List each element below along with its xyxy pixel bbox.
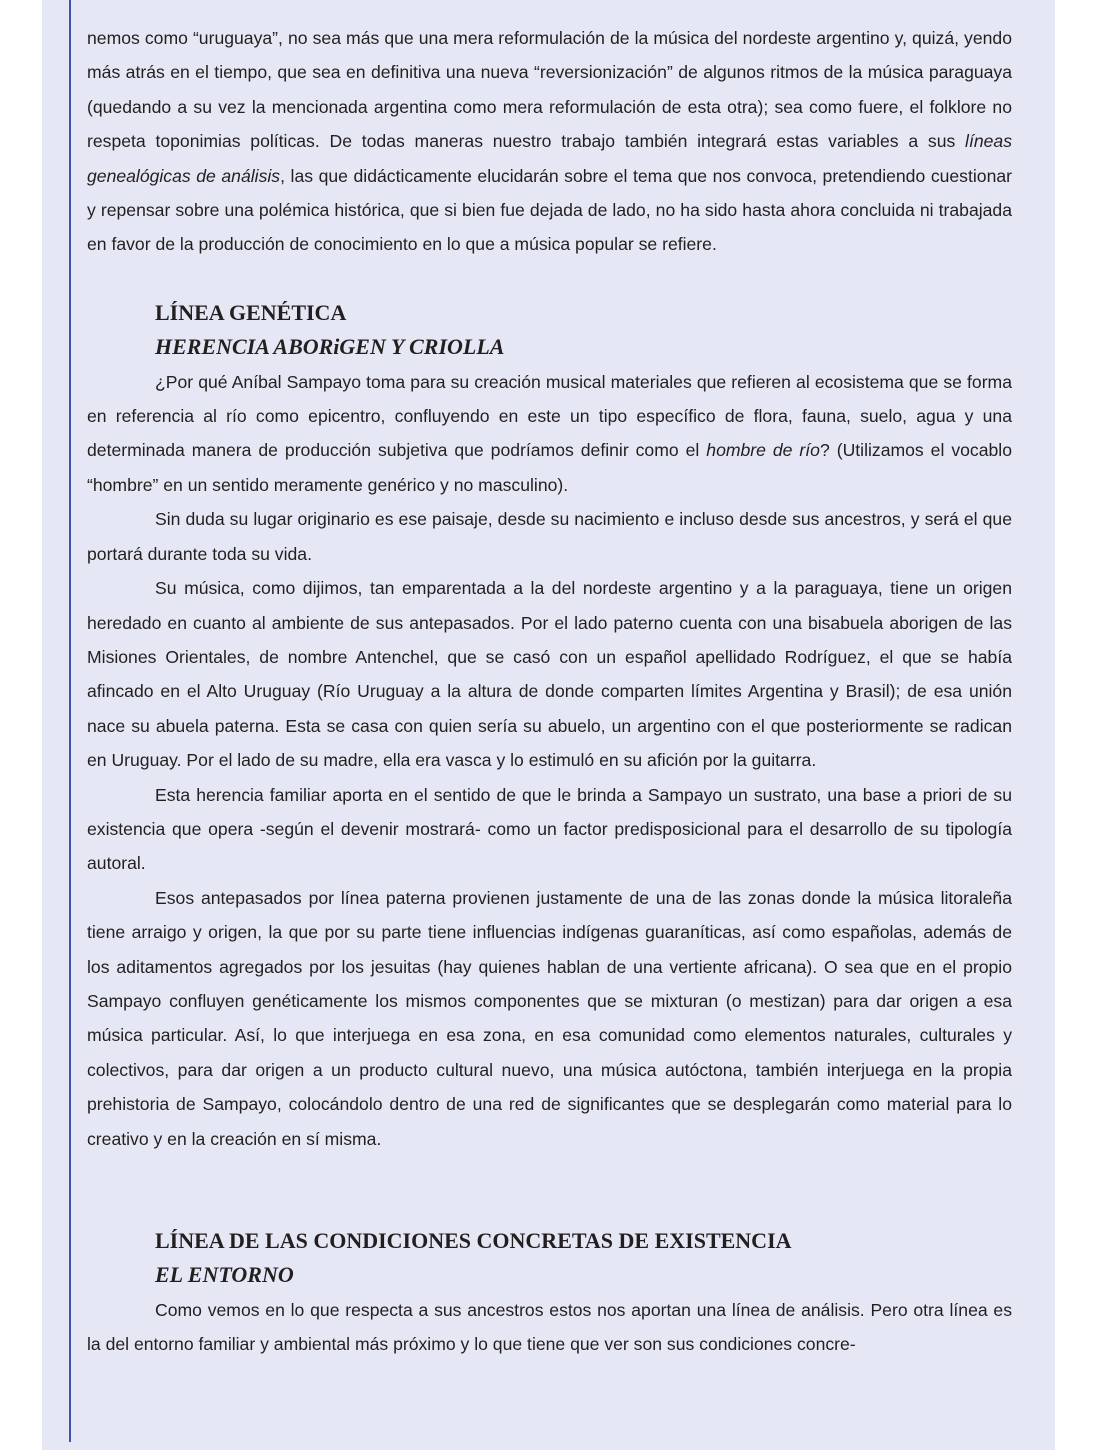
paragraph: [87, 1293, 1012, 1362]
paragraph: [87, 571, 1012, 777]
section-subheading: EL ENTORNO: [155, 1262, 294, 1288]
text-run: ? (Utilizamos el vocablo “hombre” en un sentido meramente genérico y no masculino).: [87, 440, 1012, 495]
paragraph: [87, 778, 1012, 881]
document-body: [87, 21, 1012, 1362]
text-run: Esos antepasados por línea paterna provienen justamente de una de las zonas donde la música litoraleña tiene arraigo y origen, la que por su parte tiene influencias indígenas guaraníticas, así como españolas, además de los aditamentos agregados por los jesuitas (hay quienes hablan de una vertiente africana). O sea que en el propio Sampayo confluyen genéticamente los mismos componentes que se mixturan (o mestizan) para dar origen a esa música particular. Así, lo que interjuega en esa zona, en esa comunidad como elementos naturales, culturales y colectivos, para dar origen a un producto cultural nuevo, una música autóctona, también interjuega en la propia prehistoria de Sampayo, colocándolo dentro de una red de significantes que se desplegarán como material para lo creativo y en la creación en sí misma.: [87, 887, 1012, 1149]
paragraph: [87, 502, 1012, 571]
paragraph: [87, 881, 1012, 1156]
section-subheading: HERENCIA ABORiGEN Y CRIOLLA: [155, 334, 505, 360]
text-run: Sin duda su lugar originario es ese paisaje, desde su nacimiento e incluso desde sus ancestros, y será el que portará durante toda su vida.: [87, 509, 1012, 564]
section-heading: LÍNEA GENÉTICA: [155, 299, 347, 325]
italic-run: líneas genealógicas de análisis: [87, 131, 1012, 186]
text-run: ¿Por qué Aníbal Sampayo toma para su creación musical materiales que refieren al ecosistema que se forma en referencia al río como epicentro, confluyendo en este un tipo específico de flora, fauna, suelo, agua y una determinada manera de producción subjetiva que podríamos definir como el: [87, 371, 1012, 461]
text-run: Esta herencia familiar aporta en el sentido de que le brinda a Sampayo un sustrato, una base a priori de su existencia que opera -según el devenir mostrará- como un factor predisposicional para el desarrollo de su tipología autoral.: [87, 784, 1012, 874]
paragraph: [87, 21, 1012, 262]
text-run: Su música, como dijimos, tan emparentada a la del nordeste argentino y a la paraguaya, tiene un origen heredado en cuanto al ambiente de sus antepasados. Por el lado paterno cuenta con una bisabuela aborigen de las Misiones Orientales, de nombre Antenchel, que se casó con un español apellidado Rodríguez, el que se había afincado en el Alto Uruguay (Río Uruguay a la altura de donde comparten límites Argentina y Brasil); de esa unión nace su abuela paterna. Esta se casa con quien sería su abuelo, un argentino con el que posteriormente se radican en Uruguay. Por el lado de su madre, ella era vasca y lo estimuló en su afición por la guitarra.: [87, 578, 1012, 771]
text-run: , las que didácticamente elucidarán sobre el tema que nos convoca, pretendiendo cuestionar y repensar sobre una polémica histórica, que si bien fue dejada de lado, no ha sido hasta ahora concluida ni trabajada en favor de la producción de conocimiento en lo que a música popular se refiere.: [87, 165, 1012, 255]
text-run: Como vemos en lo que respecta a sus ancestros estos nos aportan una línea de análisis. Pero otra línea es la del entorno familiar y ambiental más próximo y lo que tiene que ver son sus condiciones concre-: [87, 1299, 1012, 1355]
paragraph: [87, 365, 1012, 503]
section-heading: LÍNEA DE LAS CONDICIONES CONCRETAS DE EXISTENCIA: [155, 1228, 792, 1253]
text-run: nemos como “uruguaya”, no sea más que una mera reformulación de la música del nordeste argentino y, quizá, yendo más atrás en el tiempo, que sea en definitiva una nueva “reversionización” de algunos ritmos de la música paraguaya (quedando a su vez la mencionada argentina como mera reformulación de esta otra); sea como fuere, el folklore no respeta toponimias políticas. De todas maneras nuestro trabajo también integrará estas variables a sus: [87, 28, 1012, 152]
italic-run: hombre de río: [706, 440, 820, 461]
left-margin-rule: [69, 0, 71, 1442]
